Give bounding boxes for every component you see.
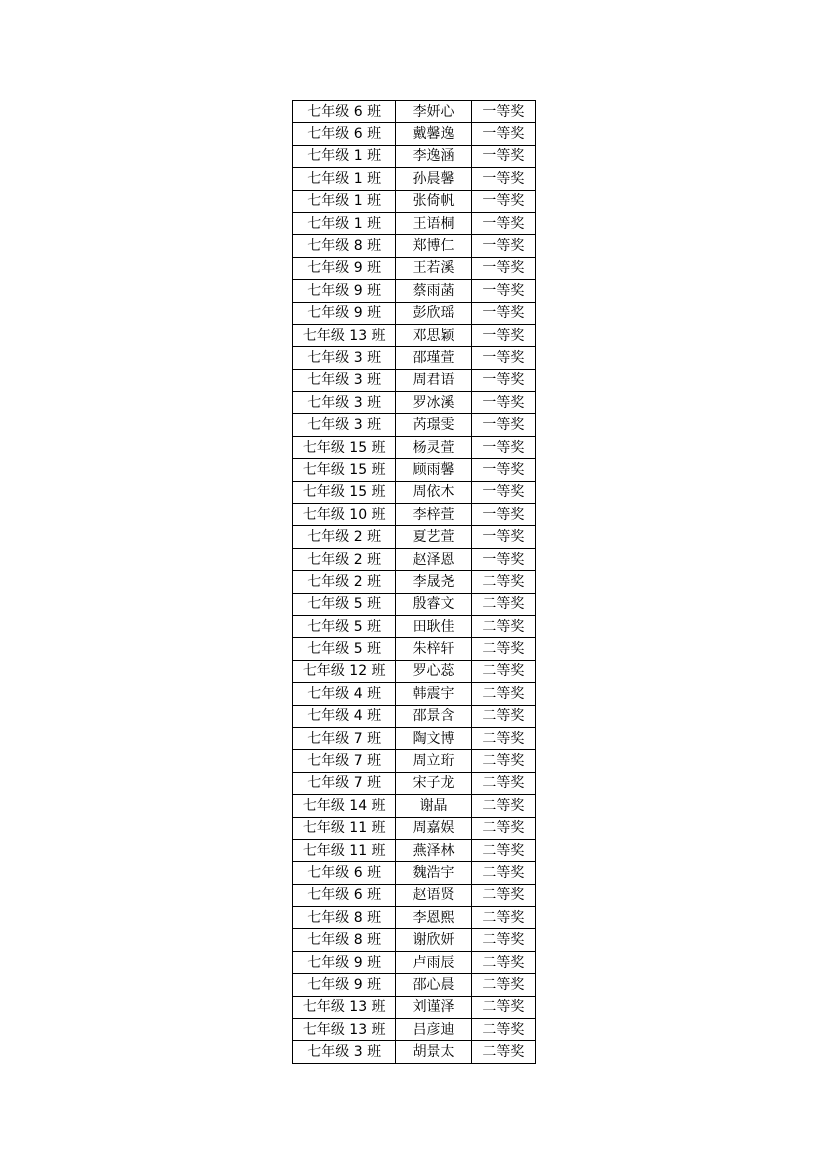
table-row <box>293 101 536 123</box>
class-cell: 七年级 9 班 <box>293 974 396 996</box>
table-row <box>293 257 536 279</box>
table-row <box>293 750 536 772</box>
class-cell: 七年级 3 班 <box>293 414 396 436</box>
award-cell: 二等奖 <box>471 1019 535 1041</box>
table-row <box>293 907 536 929</box>
table-row <box>293 347 536 369</box>
student-name-cell: 夏艺萱 <box>396 526 471 548</box>
table-row <box>293 638 536 660</box>
award-cell: 一等奖 <box>471 504 535 526</box>
table-row <box>293 727 536 749</box>
table-row <box>293 145 536 167</box>
student-name-cell: 胡景太 <box>396 1041 471 1063</box>
table-row <box>293 324 536 346</box>
student-name-cell: 周依木 <box>396 481 471 503</box>
student-name-cell: 芮璟雯 <box>396 414 471 436</box>
student-name-cell: 田耿佳 <box>396 615 471 637</box>
student-name-cell: 戴馨逸 <box>396 123 471 145</box>
table-row <box>293 1041 536 1063</box>
student-name-cell: 吕彦迪 <box>396 1019 471 1041</box>
class-cell: 七年级 5 班 <box>293 615 396 637</box>
award-cell: 二等奖 <box>471 750 535 772</box>
student-name-cell: 周立珩 <box>396 750 471 772</box>
class-cell: 七年级 15 班 <box>293 436 396 458</box>
table-row <box>293 996 536 1018</box>
table-row <box>293 817 536 839</box>
award-cell: 一等奖 <box>471 369 535 391</box>
table-row <box>293 414 536 436</box>
student-name-cell: 刘谨泽 <box>396 996 471 1018</box>
class-cell: 七年级 7 班 <box>293 727 396 749</box>
award-cell: 一等奖 <box>471 392 535 414</box>
award-cell: 二等奖 <box>471 907 535 929</box>
award-cell: 二等奖 <box>471 727 535 749</box>
class-cell: 七年级 11 班 <box>293 839 396 861</box>
student-name-cell: 卢雨辰 <box>396 951 471 973</box>
award-cell: 二等奖 <box>471 862 535 884</box>
class-cell: 七年级 6 班 <box>293 123 396 145</box>
class-cell: 七年级 13 班 <box>293 324 396 346</box>
table-row <box>293 929 536 951</box>
student-name-cell: 赵语贤 <box>396 884 471 906</box>
class-cell: 七年级 10 班 <box>293 504 396 526</box>
student-name-cell: 李晟尧 <box>396 571 471 593</box>
award-cell: 一等奖 <box>471 302 535 324</box>
student-name-cell: 彭欣瑶 <box>396 302 471 324</box>
student-name-cell: 张倚帆 <box>396 190 471 212</box>
student-name-cell: 王语桐 <box>396 212 471 234</box>
table-row <box>293 571 536 593</box>
table-row <box>293 481 536 503</box>
table-row <box>293 392 536 414</box>
student-name-cell: 邵景含 <box>396 705 471 727</box>
student-name-cell: 顾雨馨 <box>396 459 471 481</box>
award-cell: 二等奖 <box>471 772 535 794</box>
table-row <box>293 190 536 212</box>
award-cell: 一等奖 <box>471 481 535 503</box>
table-row <box>293 235 536 257</box>
award-cell: 二等奖 <box>471 593 535 615</box>
student-name-cell: 郑博仁 <box>396 235 471 257</box>
class-cell: 七年级 3 班 <box>293 369 396 391</box>
class-cell: 七年级 9 班 <box>293 257 396 279</box>
table-row <box>293 504 536 526</box>
class-cell: 七年级 1 班 <box>293 168 396 190</box>
student-name-cell: 周君语 <box>396 369 471 391</box>
award-cell: 一等奖 <box>471 190 535 212</box>
class-cell: 七年级 11 班 <box>293 817 396 839</box>
award-cell: 二等奖 <box>471 571 535 593</box>
class-cell: 七年级 8 班 <box>293 929 396 951</box>
award-cell: 二等奖 <box>471 1041 535 1063</box>
class-cell: 七年级 7 班 <box>293 750 396 772</box>
student-name-cell: 李妍心 <box>396 101 471 123</box>
award-cell: 二等奖 <box>471 839 535 861</box>
award-cell: 二等奖 <box>471 929 535 951</box>
class-cell: 七年级 15 班 <box>293 481 396 503</box>
table-row <box>293 839 536 861</box>
table-row <box>293 436 536 458</box>
class-cell: 七年级 3 班 <box>293 1041 396 1063</box>
award-cell: 一等奖 <box>471 212 535 234</box>
student-name-cell: 谢晶 <box>396 795 471 817</box>
student-name-cell: 李逸涵 <box>396 145 471 167</box>
class-cell: 七年级 4 班 <box>293 705 396 727</box>
class-cell: 七年级 5 班 <box>293 593 396 615</box>
table-row <box>293 123 536 145</box>
award-cell: 一等奖 <box>471 280 535 302</box>
award-cell: 二等奖 <box>471 683 535 705</box>
class-cell: 七年级 1 班 <box>293 212 396 234</box>
table-row <box>293 212 536 234</box>
class-cell: 七年级 8 班 <box>293 907 396 929</box>
student-name-cell: 陶文博 <box>396 727 471 749</box>
class-cell: 七年级 9 班 <box>293 302 396 324</box>
student-name-cell: 邵瑾萱 <box>396 347 471 369</box>
class-cell: 七年级 5 班 <box>293 638 396 660</box>
table-row <box>293 302 536 324</box>
class-cell: 七年级 12 班 <box>293 660 396 682</box>
student-name-cell: 殷睿文 <box>396 593 471 615</box>
award-cell: 二等奖 <box>471 638 535 660</box>
student-name-cell: 罗心蕊 <box>396 660 471 682</box>
award-cell: 二等奖 <box>471 884 535 906</box>
award-cell: 一等奖 <box>471 436 535 458</box>
class-cell: 七年级 15 班 <box>293 459 396 481</box>
award-cell: 一等奖 <box>471 459 535 481</box>
student-name-cell: 谢欣妍 <box>396 929 471 951</box>
award-cell: 一等奖 <box>471 257 535 279</box>
award-cell: 一等奖 <box>471 235 535 257</box>
award-cell: 一等奖 <box>471 123 535 145</box>
class-cell: 七年级 3 班 <box>293 347 396 369</box>
student-name-cell: 王若溪 <box>396 257 471 279</box>
student-name-cell: 邓思颖 <box>396 324 471 346</box>
table-row <box>293 548 536 570</box>
student-name-cell: 周嘉娱 <box>396 817 471 839</box>
class-cell: 七年级 9 班 <box>293 951 396 973</box>
award-cell: 一等奖 <box>471 168 535 190</box>
award-cell: 二等奖 <box>471 974 535 996</box>
award-cell: 一等奖 <box>471 548 535 570</box>
award-cell: 一等奖 <box>471 324 535 346</box>
table-row <box>293 168 536 190</box>
class-cell: 七年级 2 班 <box>293 548 396 570</box>
class-cell: 七年级 13 班 <box>293 1019 396 1041</box>
table-row <box>293 795 536 817</box>
table-row <box>293 593 536 615</box>
student-name-cell: 朱梓轩 <box>396 638 471 660</box>
table-row <box>293 660 536 682</box>
award-cell: 二等奖 <box>471 705 535 727</box>
student-name-cell: 罗冰溪 <box>396 392 471 414</box>
student-name-cell: 韩震宇 <box>396 683 471 705</box>
award-table-body <box>293 101 536 1064</box>
award-cell: 一等奖 <box>471 526 535 548</box>
award-cell: 二等奖 <box>471 615 535 637</box>
class-cell: 七年级 7 班 <box>293 772 396 794</box>
award-cell: 二等奖 <box>471 795 535 817</box>
award-table <box>292 100 536 1064</box>
award-cell: 二等奖 <box>471 660 535 682</box>
student-name-cell: 杨灵萱 <box>396 436 471 458</box>
award-cell: 二等奖 <box>471 817 535 839</box>
student-name-cell: 蔡雨菡 <box>396 280 471 302</box>
table-row <box>293 459 536 481</box>
table-row <box>293 974 536 996</box>
table-row <box>293 615 536 637</box>
award-cell: 一等奖 <box>471 145 535 167</box>
table-row <box>293 1019 536 1041</box>
table-row <box>293 772 536 794</box>
award-cell: 一等奖 <box>471 414 535 436</box>
class-cell: 七年级 6 班 <box>293 101 396 123</box>
student-name-cell: 赵泽恩 <box>396 548 471 570</box>
class-cell: 七年级 3 班 <box>293 392 396 414</box>
award-cell: 一等奖 <box>471 347 535 369</box>
table-row <box>293 884 536 906</box>
student-name-cell: 魏浩宇 <box>396 862 471 884</box>
table-row <box>293 683 536 705</box>
class-cell: 七年级 6 班 <box>293 862 396 884</box>
class-cell: 七年级 9 班 <box>293 280 396 302</box>
award-cell: 一等奖 <box>471 101 535 123</box>
student-name-cell: 李恩熙 <box>396 907 471 929</box>
class-cell: 七年级 13 班 <box>293 996 396 1018</box>
class-cell: 七年级 14 班 <box>293 795 396 817</box>
class-cell: 七年级 6 班 <box>293 884 396 906</box>
table-row <box>293 526 536 548</box>
student-name-cell: 孙晨馨 <box>396 168 471 190</box>
table-row <box>293 280 536 302</box>
table-row <box>293 951 536 973</box>
table-row <box>293 862 536 884</box>
class-cell: 七年级 2 班 <box>293 571 396 593</box>
award-cell: 二等奖 <box>471 951 535 973</box>
student-name-cell: 燕泽林 <box>396 839 471 861</box>
class-cell: 七年级 1 班 <box>293 190 396 212</box>
class-cell: 七年级 8 班 <box>293 235 396 257</box>
student-name-cell: 李梓萱 <box>396 504 471 526</box>
class-cell: 七年级 1 班 <box>293 145 396 167</box>
award-cell: 二等奖 <box>471 996 535 1018</box>
table-row <box>293 369 536 391</box>
table-row <box>293 705 536 727</box>
student-name-cell: 邵心晨 <box>396 974 471 996</box>
class-cell: 七年级 2 班 <box>293 526 396 548</box>
class-cell: 七年级 4 班 <box>293 683 396 705</box>
student-name-cell: 宋子龙 <box>396 772 471 794</box>
